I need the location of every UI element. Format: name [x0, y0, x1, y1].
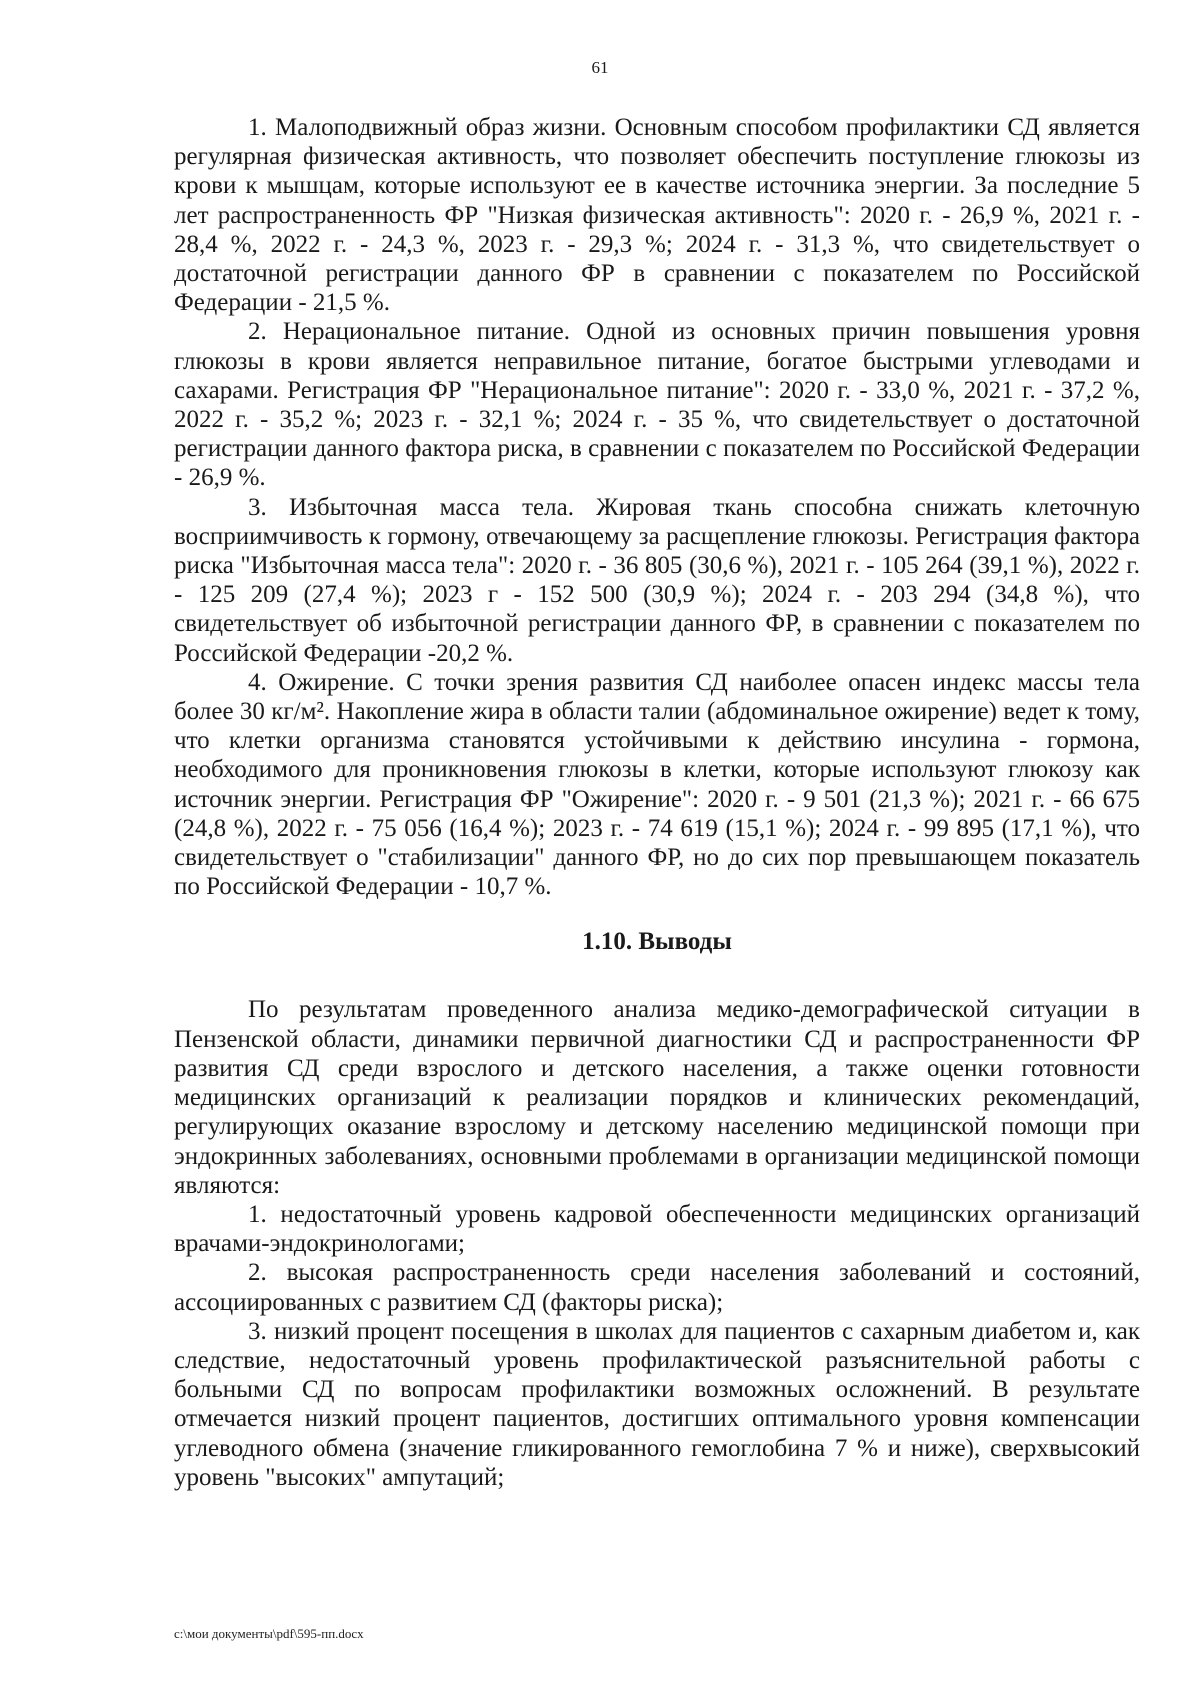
list-item-staffing: 1. недостаточный уровень кадровой обеспеченности медицинских организаций врачами-эндокринологами;: [174, 1200, 1140, 1258]
section-heading-conclusions: 1.10. Выводы: [582, 928, 732, 956]
document-body: [174, 113, 1140, 1492]
paragraph-sedentary-lifestyle: 1. Малоподвижный образ жизни. Основным способом профилактики СД является регулярная физическая активность, что позволяет обеспечить поступление глюкозы из крови к мышцам, которые используют ее в качестве источника энергии. За последние 5 лет распространенность ФР "Низкая физическая активность": 2020 г. - 26,9 %, 2021 г. - 28,4 %, 2022 г. - 24,3 %, 2023 г. - 29,3 %; 2024 г. - 31,3 %, что свидетельствует о достаточной регистрации данного ФР в сравнении с показателем по Российской Федерации - 21,5 %.: [174, 114, 1140, 317]
page-number: 61: [591, 58, 609, 77]
list-item-risk-factors: 2. высокая распространенность среди населения заболеваний и состояний, ассоциированных с развитием СД (факторы риска);: [174, 1259, 1140, 1316]
paragraph-excess-body-weight: 3. Избыточная масса тела. Жировая ткань способна снижать клеточную восприимчивость к гормону, отвечающему за расщепление глюкозы. Регистрация фактора риска "Избыточная масса тела": 2020 г. - 36 805 (30,6 %), 2021 г. - 105 264 (39,1 %), 2022 г. - 125 209 (27,4 %); 2023 г - 152 500 (30,9 %); 2024 г. - 203 294 (34,8 %), что свидетельствует об избыточной регистрации данного ФР, в сравнении с показателем по Российской Федерации -20,2 %.: [174, 493, 1140, 667]
paragraph-conclusions-intro: По результатам проведенного анализа медико-демографической ситуации в Пензенской области, динамики первичной диагностики СД и распространенности ФР развития СД среди взрослого и детского населения, а также оценки готовности медицинских организаций к реализации порядков и клинических рекомендаций, регулирующих оказание взрослому и детскому населению медицинской помощи при эндокринных заболеваниях, основными проблемами в организации медицинской помощи являются:: [174, 996, 1140, 1199]
paragraph-irrational-nutrition: 2. Нерациональное питание. Одной из основных причин повышения уровня глюкозы в крови является неправильное питание, богатое быстрыми углеводами и сахарами. Регистрация ФР "Нерациональное питание": 2020 г. - 33,0 %, 2021 г. - 37,2 %, 2022 г. - 35,2 %; 2023 г. - 32,1 %; 2024 г. - 35 %, что свидетельствует о достаточной регистрации данного фактора риска, в сравнении с показателем по Российской Федерации - 26,9 %.: [174, 318, 1140, 492]
footer-file-path: c:\мои документы\pdf\595-пп.docx: [174, 1626, 364, 1641]
list-item-diabetes-schools: 3. низкий процент посещения в школах для пациентов с сахарным диабетом и, как следствие, недостаточный уровень профилактической разъяснительной работы с больными СД по вопросам профилактики возможных осложнений. В результате отмечается низкий процент пациентов, достигших оптимального уровня компенсации углеводного обмена (значение гликированного гемоглобина 7 % и ниже), сверхвысокий уровень "высоких" ампутаций;: [174, 1317, 1140, 1491]
paragraph-obesity: 4. Ожирение. С точки зрения развития СД наиболее опасен индекс массы тела более 30 кг/м². Накопление жира в области талии (абдоминальное ожирение) ведет к тому, что клетки организма становятся устойчивыми к действию инсулина - гормона, необходимого для проникновения глюкозы в клетки, которые используют глюкозу как источник энергии. Регистрация ФР "Ожирение": 2020 г. - 9 501 (21,3 %); 2021 г. - 66 675 (24,8 %), 2022 г. - 75 056 (16,4 %); 2023 г. - 74 619 (15,1 %); 2024 г. - 99 895 (17,1 %), что свидетельствует о "стабилизации" данного ФР, но до сих пор превышающем показатель по Российской Федерации - 10,7 %.: [174, 668, 1140, 901]
